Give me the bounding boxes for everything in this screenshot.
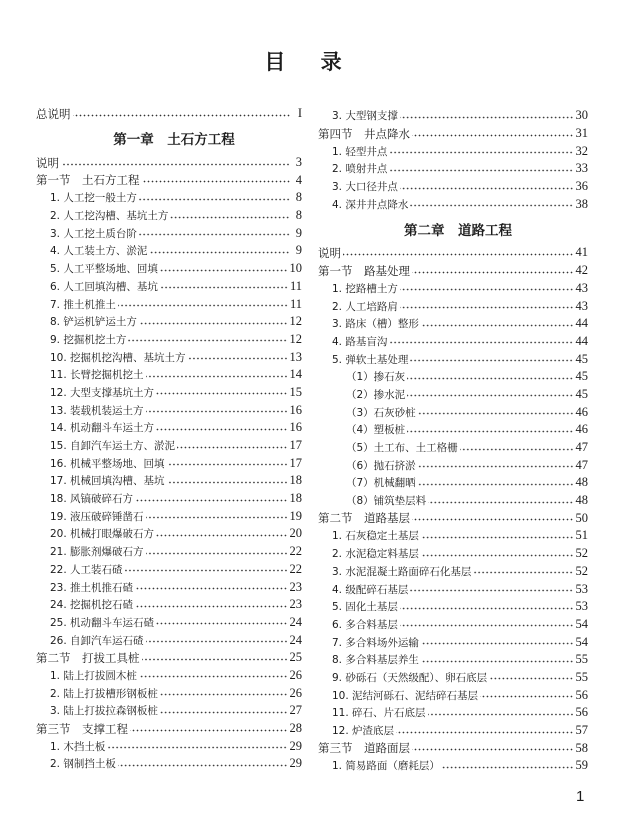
dot-leader (160, 269, 288, 272)
entry-page-number: 54 (575, 634, 588, 649)
dot-leader (421, 660, 574, 663)
entry-page-number: 58 (575, 740, 588, 755)
toc-entry[interactable] (36, 207, 302, 225)
toc-column-right (318, 107, 588, 775)
entry-label: 第四节 井点降水 (318, 126, 410, 141)
entry-label: 3. 水泥混凝土路面碎石化基层 (332, 565, 472, 578)
dot-leader (421, 324, 574, 327)
entry-label: 3. 大型钢支撑 (332, 110, 398, 123)
dot-leader (156, 392, 287, 395)
entry-label: （7）机械翻晒 (346, 477, 416, 490)
dot-leader (125, 569, 288, 572)
entry-page-number: 22 (289, 544, 302, 559)
entry-label: 第一节 土石方工程 (36, 173, 140, 188)
toc-entry[interactable] (318, 403, 588, 421)
entry-label: 5. 弹软土基处理 (332, 353, 409, 366)
entry-label: 5. 人工平整场地、回填 (50, 263, 158, 276)
entry-label: 说明 (36, 155, 59, 170)
entry-page-number: 18 (289, 491, 302, 506)
entry-label: 11. 碎石、片石底层 (332, 707, 426, 720)
toc-entry[interactable] (36, 755, 302, 773)
toc-entry[interactable] (36, 331, 302, 349)
entry-label: 4. 级配碎石基层 (332, 583, 409, 596)
toc-entry[interactable] (318, 333, 588, 351)
toc-entry[interactable] (318, 439, 588, 457)
entry-page-number: 4 (295, 172, 302, 187)
toc-entry[interactable] (36, 525, 302, 543)
entry-page-number: 45 (575, 386, 588, 401)
entry-label: 24. 挖掘机挖石碴 (50, 599, 134, 612)
entry-page-number: 26 (289, 667, 302, 682)
entry-page-number: 24 (289, 614, 302, 629)
entry-label: 26. 自卸汽车运石碴 (50, 634, 144, 647)
entry-label: 16. 机械平整场地、回填 (50, 457, 165, 470)
entry-label: 1. 轻型井点 (332, 145, 388, 158)
toc-entry[interactable] (318, 527, 588, 545)
entry-label: 4. 路基盲沟 (332, 335, 388, 348)
entry-page-number: 29 (289, 756, 302, 771)
entry-label: 4. 人工装土方、淤泥 (50, 245, 148, 258)
entry-label: 2. 钢制挡土板 (50, 758, 116, 771)
dot-leader (389, 151, 573, 154)
toc-entry[interactable] (36, 260, 302, 278)
toc-entry[interactable] (36, 507, 302, 525)
entry-label: 1. 木挡土板 (50, 740, 106, 753)
entry-page-number: 26 (289, 685, 302, 700)
toc-section-entry[interactable] (318, 125, 588, 143)
entry-label: 第二节 道路基层 (318, 511, 410, 526)
entry-page-number: 51 (575, 528, 588, 543)
entry-label: 2. 人工挖沟槽、基坑土方 (50, 210, 169, 223)
dot-leader (130, 729, 288, 732)
dot-leader (177, 446, 287, 449)
dot-leader (156, 622, 287, 625)
dot-leader (400, 607, 574, 610)
entry-page-number: 16 (289, 420, 302, 435)
entry-page-number: 30 (575, 108, 588, 123)
entry-label: 2. 喷射井点 (332, 163, 388, 176)
dot-leader (139, 675, 288, 678)
toc-entry[interactable] (36, 313, 302, 331)
toc-entry[interactable] (36, 384, 302, 402)
dot-leader (146, 375, 288, 378)
entry-label: 15. 自卸汽车运土方、淤泥 (50, 440, 176, 453)
entry-page-number: 13 (289, 349, 302, 364)
dot-leader (160, 693, 288, 696)
toc-entry[interactable] (318, 616, 588, 634)
dot-leader (135, 499, 287, 502)
entry-page-number: 19 (289, 508, 302, 523)
entry-page-number: 48 (575, 475, 588, 490)
toc-entry[interactable] (318, 563, 588, 581)
toc-entry[interactable] (36, 596, 302, 614)
entry-label: 23. 推土机推石碴 (50, 581, 134, 594)
entry-page-number: 44 (575, 316, 588, 331)
dot-leader (167, 463, 288, 466)
entry-page-number: 56 (575, 687, 588, 702)
entry-page-number: 55 (575, 669, 588, 684)
entry-page-number: 16 (289, 402, 302, 417)
entry-page-number: 44 (575, 333, 588, 348)
toc-entry[interactable] (318, 686, 588, 704)
entry-page-number: 29 (289, 738, 302, 753)
entry-page-number: 27 (289, 703, 302, 718)
entry-label: （2）掺水泥 (346, 388, 406, 401)
entry-page-number: 17 (289, 455, 302, 470)
entry-page-number: 43 (575, 298, 588, 313)
toc-entry[interactable] (318, 315, 588, 333)
toc-entry[interactable] (36, 366, 302, 384)
dot-leader (412, 271, 574, 274)
entry-page-number: 45 (575, 351, 588, 366)
entry-label: 3. 路床（槽）整形 (332, 318, 419, 331)
entry-label: 总说明 (36, 106, 71, 121)
toc-entry[interactable] (318, 368, 588, 386)
entry-label: 1. 简易路面（磨耗层） (332, 760, 440, 773)
entry-label: 9. 砂砾石（天然级配）、卵石底层 (332, 671, 488, 684)
toc-entry[interactable] (36, 437, 302, 455)
toc-entry[interactable] (36, 702, 302, 720)
entry-label: 14. 机动翻斗车运土方 (50, 422, 155, 435)
entry-page-number: 8 (295, 208, 302, 223)
entry-page-number: 45 (575, 369, 588, 384)
entry-page-number: 47 (575, 440, 588, 455)
entry-page-number: 48 (575, 493, 588, 508)
entry-label: 1. 陆上打拔圆木桩 (50, 669, 137, 682)
entry-page-number: 9 (295, 243, 302, 258)
toc-entry[interactable] (318, 142, 588, 160)
dot-leader (139, 322, 288, 325)
entry-page-number: 52 (575, 546, 588, 561)
toc-entry[interactable] (36, 419, 302, 437)
toc-entry[interactable] (36, 561, 302, 579)
toc-entry[interactable] (36, 490, 302, 508)
toc-section-entry[interactable] (318, 739, 588, 757)
toc-entry[interactable] (36, 667, 302, 685)
dot-leader (418, 465, 574, 468)
toc-section-entry[interactable] (36, 649, 302, 667)
entry-page-number: 59 (575, 758, 588, 773)
toc-section-entry[interactable] (36, 720, 302, 738)
toc-entry[interactable] (318, 757, 588, 775)
toc-entry[interactable] (318, 297, 588, 315)
entry-page-number: 28 (289, 721, 302, 736)
entry-label: （3）石灰砂桩 (346, 406, 416, 419)
entry-label: （5）土工布、土工格栅 (346, 442, 458, 455)
entry-page-number: 53 (575, 599, 588, 614)
dot-leader (128, 339, 287, 342)
entry-page-number: 31 (575, 126, 588, 141)
entry-label: 9. 挖掘机挖土方 (50, 333, 127, 346)
dot-leader (135, 605, 287, 608)
toc-entry[interactable] (36, 631, 302, 649)
entry-label: 1. 石灰稳定土基层 (332, 530, 419, 543)
entry-page-number: 17 (289, 438, 302, 453)
toc-entry[interactable] (36, 472, 302, 490)
dot-leader (400, 288, 574, 291)
entry-page-number: 57 (575, 723, 588, 738)
dot-leader (170, 216, 290, 219)
dot-leader (428, 501, 573, 504)
entry-page-number: 46 (575, 422, 588, 437)
toc-entry[interactable] (36, 401, 302, 419)
entry-page-number: 9 (295, 225, 302, 240)
entry-label: 25. 机动翻斗车运石碴 (50, 616, 155, 629)
dot-leader (400, 187, 574, 190)
entry-page-number: 22 (289, 561, 302, 576)
dot-leader (418, 483, 574, 486)
entry-label: （1）掺石灰 (346, 371, 406, 384)
toc-entry[interactable] (36, 737, 302, 755)
entry-label: 3. 陆上打拔拉森钢板桩 (50, 705, 158, 718)
dot-leader (160, 286, 288, 289)
toc-entry[interactable] (318, 669, 588, 687)
dot-leader (142, 658, 288, 661)
toc-section-entry[interactable] (318, 244, 588, 262)
entry-page-number: 32 (575, 143, 588, 158)
entry-label: 22. 人工装石碴 (50, 563, 123, 576)
entry-label: 21. 膨胀剂爆破石方 (50, 546, 144, 559)
dot-leader (160, 711, 288, 714)
entry-page-number: 38 (575, 196, 588, 211)
dot-leader (421, 554, 574, 557)
entry-label: 2. 陆上打拔槽形钢板桩 (50, 687, 158, 700)
chapter-heading: 第一章 土石方工程 (113, 132, 235, 149)
toc-entry[interactable] (36, 684, 302, 702)
toc-entry[interactable] (36, 295, 302, 313)
dot-leader (146, 552, 288, 555)
dot-leader (73, 114, 291, 117)
entry-label: 说明 (318, 245, 341, 260)
dot-leader (343, 253, 574, 256)
entry-label: 5. 固化土基层 (332, 601, 398, 614)
toc-entry[interactable] (318, 651, 588, 669)
toc-section-entry[interactable] (36, 105, 302, 123)
toc-entry[interactable] (36, 242, 302, 260)
toc-entry[interactable] (318, 580, 588, 598)
toc-entry[interactable] (318, 722, 588, 740)
toc-entry[interactable] (318, 704, 588, 722)
entry-label: 第三节 支撑工程 (36, 721, 128, 736)
entry-page-number: 12 (289, 314, 302, 329)
entry-label: 3. 大口径井点 (332, 181, 398, 194)
entry-page-number: 33 (575, 161, 588, 176)
toc-section-entry[interactable] (318, 509, 588, 527)
dot-leader (442, 766, 574, 769)
dot-leader (188, 357, 288, 360)
toc-section-entry[interactable] (36, 154, 302, 172)
dot-leader (142, 180, 291, 183)
entry-page-number: 55 (575, 652, 588, 667)
entry-label: 7. 推土机推土 (50, 298, 116, 311)
page-title: 目 录 (264, 49, 356, 74)
entry-label: 6. 人工回填沟槽、基坑 (50, 280, 158, 293)
toc-entry[interactable] (36, 578, 302, 596)
entry-page-number: 43 (575, 280, 588, 295)
dot-leader (428, 713, 574, 716)
entry-label: 4. 深井井点降水 (332, 198, 409, 211)
dot-leader (421, 642, 574, 645)
dot-leader (156, 428, 287, 431)
entry-label: 8. 铲运机铲运土方 (50, 316, 137, 329)
dot-leader (389, 341, 573, 344)
dot-leader (410, 204, 573, 207)
toc-entry[interactable] (318, 178, 588, 196)
entry-page-number: 20 (289, 526, 302, 541)
chapter-heading: 第二章 道路工程 (404, 222, 512, 239)
dot-leader (146, 410, 288, 413)
entry-page-number: 46 (575, 404, 588, 419)
dot-leader (146, 516, 288, 519)
entry-page-number: 54 (575, 616, 588, 631)
entry-page-number: 3 (295, 155, 302, 170)
dot-leader (400, 116, 574, 119)
toc-section-entry[interactable] (36, 171, 302, 189)
dot-leader (139, 233, 290, 236)
entry-label: 18. 风镐破碎石方 (50, 493, 134, 506)
toc-entry[interactable] (318, 160, 588, 178)
dot-leader (167, 481, 288, 484)
dot-leader (156, 534, 287, 537)
dot-leader (118, 304, 288, 307)
entry-label: 13. 装载机装运土方 (50, 404, 144, 417)
dot-leader (400, 624, 574, 627)
entry-label: 2. 人工培路肩 (332, 300, 398, 313)
entry-page-number: 24 (289, 632, 302, 647)
entry-page-number: 14 (289, 367, 302, 382)
entry-page-number: I (297, 106, 302, 121)
entry-label: 2. 水泥稳定料基层 (332, 548, 419, 561)
entry-page-number: 11 (289, 296, 302, 311)
dot-leader (61, 163, 290, 166)
dot-leader (412, 134, 574, 137)
entry-label: （4）塑板桩 (346, 424, 406, 437)
toc-entry[interactable] (36, 543, 302, 561)
entry-page-number: 52 (575, 563, 588, 578)
entry-page-number: 23 (289, 579, 302, 594)
entry-label: 11. 长臂挖掘机挖土 (50, 369, 144, 382)
entry-label: 第二节 打拔工具桩 (36, 650, 140, 665)
entry-label: 第三节 道路面层 (318, 741, 410, 756)
entry-label: 8. 多合料基层养生 (332, 654, 419, 667)
entry-label: 7. 多合料场外运输 (332, 636, 419, 649)
page-number: 1 (576, 788, 585, 805)
entry-page-number: 25 (289, 650, 302, 665)
dot-leader (146, 640, 288, 643)
entry-page-number: 11 (289, 278, 302, 293)
entry-page-number: 47 (575, 457, 588, 472)
entry-label: 19. 液压破碎锤凿石 (50, 510, 144, 523)
dot-leader (389, 169, 573, 172)
entry-label: 1. 人工挖一般土方 (50, 192, 137, 205)
dot-leader (460, 448, 574, 451)
entry-page-number: 18 (289, 473, 302, 488)
entry-label: 12. 大型支撑基坑土方 (50, 386, 155, 399)
dot-leader (418, 412, 574, 415)
entry-label: 12. 炉渣底层 (332, 725, 395, 738)
dot-leader (410, 359, 573, 362)
entry-page-number: 56 (575, 705, 588, 720)
entry-page-number: 53 (575, 581, 588, 596)
dot-leader (473, 571, 573, 574)
dot-leader (407, 430, 573, 433)
entry-label: 10. 泥结河砾石、泥结碎石基层 (332, 689, 479, 702)
entry-page-number: 23 (289, 597, 302, 612)
toc-entry[interactable] (318, 350, 588, 368)
entry-label: （8）铺筑垫层料 (346, 495, 427, 508)
entry-page-number: 10 (289, 261, 302, 276)
dot-leader (421, 536, 574, 539)
entry-label: 10. 挖掘机挖沟槽、基坑土方 (50, 351, 186, 364)
toc-entry[interactable] (318, 386, 588, 404)
entry-page-number: 42 (575, 263, 588, 278)
entry-page-number: 36 (575, 179, 588, 194)
toc-entry[interactable] (36, 224, 302, 242)
dot-leader (396, 731, 573, 734)
entry-page-number: 15 (289, 384, 302, 399)
dot-leader (407, 377, 573, 380)
entry-label: 3. 人工挖土质台阶 (50, 227, 137, 240)
dot-leader (412, 518, 574, 521)
toc-entry[interactable] (36, 348, 302, 366)
entry-page-number: 12 (289, 331, 302, 346)
toc-entry[interactable] (318, 474, 588, 492)
toc-entry[interactable] (318, 456, 588, 474)
entry-page-number: 41 (575, 245, 588, 260)
dot-leader (407, 394, 573, 397)
entry-label: 20. 机械打眼爆破石方 (50, 528, 155, 541)
toc-entry[interactable] (36, 454, 302, 472)
dot-leader (400, 306, 574, 309)
toc-entry[interactable] (318, 598, 588, 616)
dot-leader (139, 198, 290, 201)
toc-entry[interactable] (318, 492, 588, 510)
entry-page-number: 50 (575, 510, 588, 525)
toc-column-left (36, 105, 302, 773)
entry-label: 1. 挖路槽土方 (332, 282, 398, 295)
entry-label: 第一节 路基处理 (318, 263, 410, 278)
toc-entry[interactable] (36, 189, 302, 207)
dot-leader (412, 748, 574, 751)
toc-entry[interactable] (318, 107, 588, 125)
toc-entry[interactable] (318, 545, 588, 563)
toc-section-entry[interactable] (318, 262, 588, 280)
dot-leader (410, 589, 573, 592)
dot-leader (149, 251, 290, 254)
toc-entry[interactable] (318, 195, 588, 213)
toc-entry[interactable] (318, 280, 588, 298)
toc-entry[interactable] (36, 614, 302, 632)
toc-entry[interactable] (318, 633, 588, 651)
entry-page-number: 8 (295, 190, 302, 205)
dot-leader (135, 587, 287, 590)
dot-leader (118, 764, 288, 767)
dot-leader (107, 746, 287, 749)
entry-label: 17. 机械回填沟槽、基坑 (50, 475, 165, 488)
toc-entry[interactable] (36, 278, 302, 296)
toc-entry[interactable] (318, 421, 588, 439)
entry-label: （6）抛石挤淤 (346, 459, 416, 472)
dot-leader (489, 677, 573, 680)
entry-label: 6. 多合料基层 (332, 618, 398, 631)
dot-leader (480, 695, 573, 698)
